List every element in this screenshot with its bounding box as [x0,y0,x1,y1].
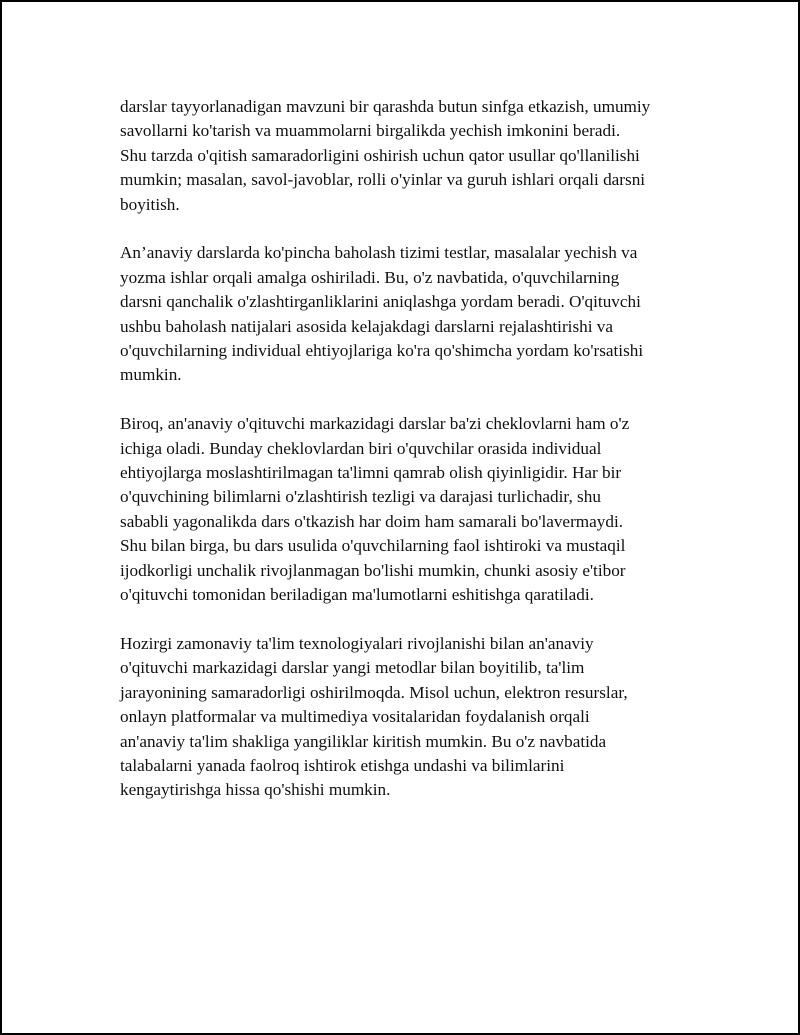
text-line: an'anaviy ta'lim shakliga yangiliklar kiritish mumkin. Bu o'z navbatida [120,731,607,751]
text-line: Biroq, an'anaviy o'qituvchi markazidagi darslar ba'zi cheklovlarni ham o'z [120,414,630,434]
text-line: darsni qanchalik o'zlashtirganliklarini aniqlashga yordam beradi. O'qituvchi [120,292,641,312]
paragraph-4 [120,632,710,803]
text-line: ijodkorligi unchalik rivojlanmagan bo'lishi mumkin, chunki asosiy e'tibor [120,560,626,580]
text-line: savollarni ko'tarish va muammolarni birgalikda yechish imkonini beradi. [120,121,621,141]
paragraph-2 [120,241,710,387]
text-line: Shu bilan birga, bu dars usulida o'quvchilarning faol ishtiroki va mustaqil [120,536,626,556]
paragraph-1 [120,95,710,217]
text-line: yozma ishlar orqali amalga oshiriladi. Bu, o'z navbatida, o'quvchilarning [120,267,620,287]
text-line: boyitish. [120,194,180,214]
paragraph-3 [120,412,710,607]
text-line: ushbu baholash natijalari asosida kelajakdagi darslarni rejalashtirishi va [120,316,614,336]
document-body [120,95,710,827]
text-line: sababli yagonalikda dars o'tkazish har doim ham samarali bo'lavermaydi. [120,511,624,531]
text-line: o'quvchining bilimlarni o'zlashtirish tezligi va darajasi turlichadir, shu [120,487,601,507]
text-line: o'qituvchi markazidagi darslar yangi metodlar bilan boyitilib, ta'lim [120,658,585,678]
text-line: kengaytirishga hissa qo'shishi mumkin. [120,780,391,800]
text-line: talabalarni yanada faolroq ishtirok etishga undashi va bilimlarini [120,755,565,775]
text-line: mumkin; masalan, savol-javoblar, rolli o'yinlar va guruh ishlari orqali darsni [120,170,646,190]
text-line: darslar tayyorlanadigan mavzuni bir qarashda butun sinfga etkazish, umumiy [120,97,651,116]
text-line: o'quvchilarning individual ehtiyojlariga ko'ra qo'shimcha yordam ko'rsatishi [120,341,644,361]
text-line: An’anaviy darslarda ko'pincha baholash tizimi testlar, masalalar yechish va [120,243,638,263]
text-line: o'qituvchi tomonidan beriladigan ma'lumotlarni eshitishga qaratiladi. [120,585,594,605]
text-line: Shu tarzda o'qitish samaradorligini oshirish uchun qator usullar qo'llanilishi [120,145,640,165]
text-line: mumkin. [120,365,182,385]
text-line: ehtiyojlarga moslashtirilmagan ta'limni qamrab olish qiyinligidir. Har bir [120,463,622,483]
text-line: Hozirgi zamonaviy ta'lim texnologiyalari rivojlanishi bilan an'anaviy [120,633,594,653]
text-line: jarayonining samaradorligi oshirilmoqda. Misol uchun, elektron resurslar, [120,682,628,702]
text-line: ichiga oladi. Bunday cheklovlardan biri o'quvchilar orasida individual [120,438,602,458]
text-line: onlayn platformalar va multimediya vositalaridan foydalanish orqali [120,707,590,727]
